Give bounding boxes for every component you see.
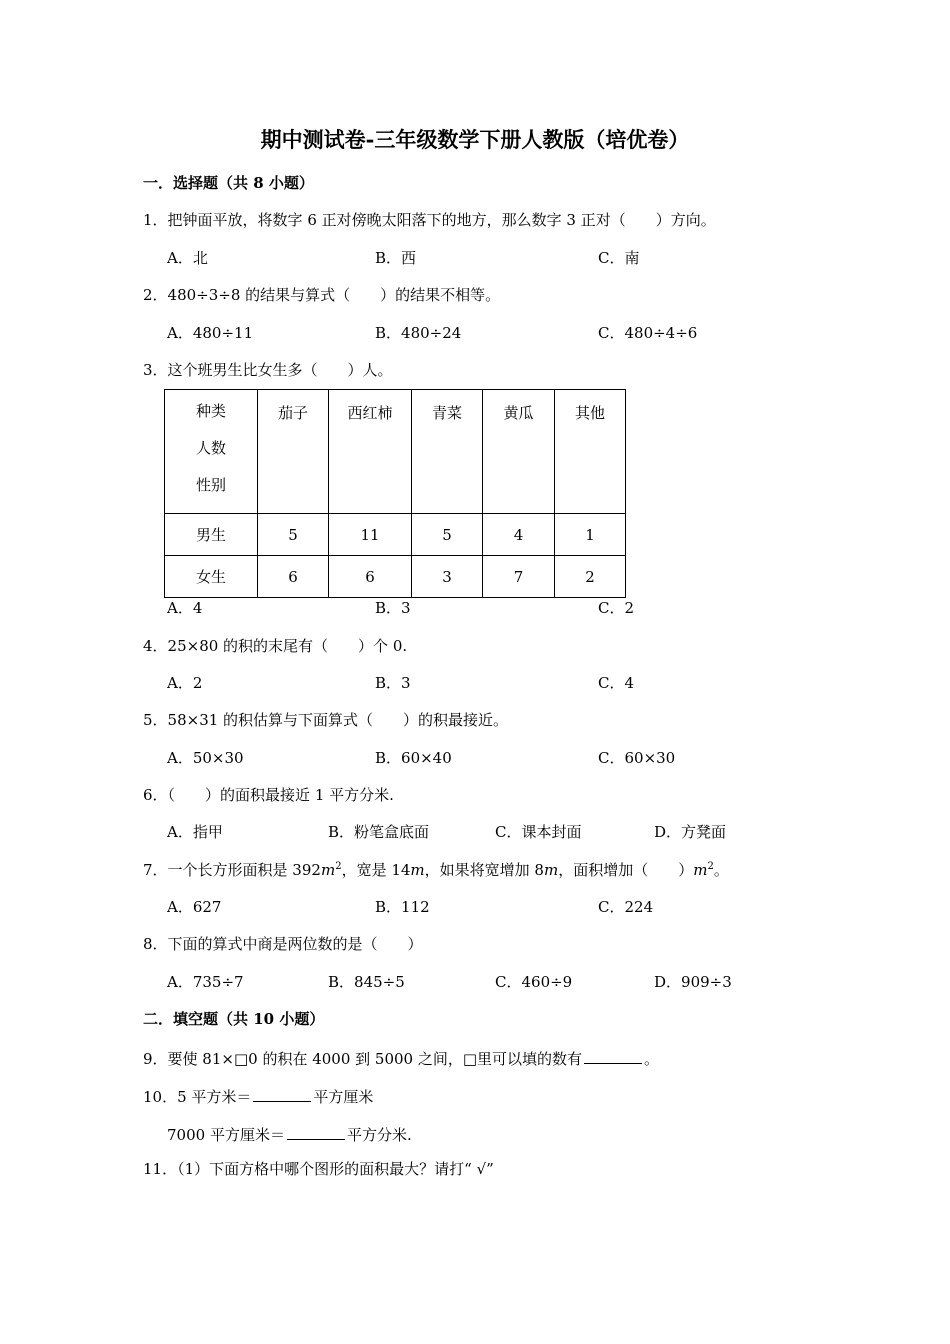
question-4-stem: 4．25×80 的积的末尾有（ ）个 0. xyxy=(143,637,408,655)
question-9-end: 。 xyxy=(644,1050,660,1068)
question-2-option-b[interactable]: B．480÷24 xyxy=(375,324,462,342)
table-row xyxy=(165,514,626,556)
answer-blank[interactable] xyxy=(253,1087,311,1102)
question-8-stem: 8．下面的算式中商是两位数的是（ ） xyxy=(143,935,423,953)
section-heading-fill-in: 二．填空题（共 10 小题） xyxy=(143,1010,325,1028)
answer-blank[interactable] xyxy=(584,1049,642,1064)
table-cell: 5 xyxy=(412,514,483,556)
table-cell: 1 xyxy=(555,514,626,556)
question-3-stem: 3．这个班男生比女生多（ ）人。 xyxy=(143,361,393,379)
row-label-girls: 女生 xyxy=(165,556,258,598)
question-2-stem: 2．480÷3÷8 的结果与算式（ ）的结果不相等。 xyxy=(143,286,501,304)
question-8-option-c[interactable]: C．460÷9 xyxy=(495,973,573,991)
question-7-stem-end: 。 xyxy=(713,861,729,879)
table-cell: 3 xyxy=(412,556,483,598)
question-5-option-a[interactable]: A．50×30 xyxy=(167,749,244,767)
question-4-option-c[interactable]: C．4 xyxy=(598,674,635,692)
table-header-cell: 黄瓜 xyxy=(483,390,555,514)
table-cell: 11 xyxy=(329,514,412,556)
vegetable-preference-table xyxy=(164,389,626,598)
question-4-option-b[interactable]: B．3 xyxy=(375,674,411,692)
corner-label-count: 人数 xyxy=(195,439,226,457)
question-6-option-a[interactable]: A．指甲 xyxy=(167,823,223,841)
superscript-two: 2 xyxy=(707,861,714,872)
table-header-cell: 西红柿 xyxy=(329,390,412,514)
question-8-option-a[interactable]: A．735÷7 xyxy=(167,973,244,991)
question-10-line-1 xyxy=(143,1087,373,1105)
table-row xyxy=(165,556,626,598)
question-6-option-c[interactable]: C．课本封面 xyxy=(495,823,582,841)
question-6-option-d[interactable]: D．方凳面 xyxy=(654,823,727,841)
page-title: 期中测试卷-三年级数学下册人教版（培优卷） xyxy=(260,127,690,152)
question-10-line-2-a: 7000 平方厘米＝ xyxy=(167,1126,285,1144)
table-header-cell: 其他 xyxy=(555,390,626,514)
question-5-option-b[interactable]: B．60×40 xyxy=(375,749,452,767)
question-7-stem xyxy=(143,862,729,878)
question-2-option-a[interactable]: A．480÷11 xyxy=(167,324,254,342)
table-cell: 2 xyxy=(555,556,626,598)
question-8-option-d[interactable]: D．909÷3 xyxy=(654,973,732,991)
question-4-option-a[interactable]: A．2 xyxy=(167,674,203,692)
question-1-option-a[interactable]: A．北 xyxy=(167,249,208,267)
question-1-stem: 1．把钟面平放，将数字 6 正对傍晚太阳落下的地方，那么数字 3 正对（ ）方向。 xyxy=(143,211,716,229)
question-7-option-c[interactable]: C．224 xyxy=(598,898,654,916)
superscript-two: 2 xyxy=(335,861,342,872)
table-header-cell: 茄子 xyxy=(258,390,329,514)
table-cell: 6 xyxy=(329,556,412,598)
question-7-option-b[interactable]: B．112 xyxy=(375,898,430,916)
question-10-line-1-b: 平方厘米 xyxy=(313,1088,374,1106)
corner-label-gender: 性别 xyxy=(195,476,226,494)
question-10-line-1-a: 10．5 平方米＝ xyxy=(143,1088,252,1106)
unit-meter: m xyxy=(320,861,336,879)
table-corner-cell xyxy=(165,390,258,514)
question-9-stem: 9．要使 81×□0 的积在 4000 到 5000 之间，□里可以填的数有 xyxy=(143,1050,583,1068)
unit-meter: m xyxy=(693,861,708,879)
table-cell: 5 xyxy=(258,514,329,556)
question-3-option-c[interactable]: C．2 xyxy=(598,599,635,617)
table-header-cell: 青菜 xyxy=(412,390,483,514)
question-7-stem-c: ，如果将宽增加 8 xyxy=(424,861,544,879)
row-label-boys: 男生 xyxy=(165,514,258,556)
question-7-option-a[interactable]: A．627 xyxy=(167,898,222,916)
question-11-stem: 11．（1）下面方格中哪个图形的面积最大？请打“ √” xyxy=(143,1160,494,1178)
table-cell: 4 xyxy=(483,514,555,556)
table-cell: 6 xyxy=(258,556,329,598)
question-3-option-a[interactable]: A．4 xyxy=(167,599,203,617)
section-heading-choice: 一．选择题（共 8 小题） xyxy=(143,174,314,192)
unit-meter: m xyxy=(410,861,425,879)
question-1-option-b[interactable]: B．西 xyxy=(375,249,417,267)
question-5-stem: 5．58×31 的积估算与下面算式（ ）的积最接近。 xyxy=(143,711,509,729)
corner-label-category: 种类 xyxy=(195,402,226,420)
answer-blank[interactable] xyxy=(287,1125,345,1140)
question-2-option-c[interactable]: C．480÷4÷6 xyxy=(598,324,698,342)
question-6-stem: 6．（ ）的面积最接近 1 平方分米. xyxy=(143,786,394,804)
table-cell: 7 xyxy=(483,556,555,598)
question-7-stem-d: ，面积增加（ ） xyxy=(558,861,694,879)
question-7-stem-a: 7．一个长方形面积是 392 xyxy=(143,861,321,879)
question-1-option-c[interactable]: C．南 xyxy=(598,249,640,267)
unit-meter: m xyxy=(543,861,559,879)
question-7-stem-b: ，宽是 14 xyxy=(341,861,411,879)
question-6-option-b[interactable]: B．粉笔盒底面 xyxy=(328,823,430,841)
question-10-line-2 xyxy=(167,1125,412,1143)
question-5-option-c[interactable]: C．60×30 xyxy=(598,749,676,767)
question-3-option-b[interactable]: B．3 xyxy=(375,599,411,617)
question-9 xyxy=(143,1049,659,1067)
question-10-line-2-b: 平方分米. xyxy=(346,1126,412,1144)
question-8-option-b[interactable]: B．845÷5 xyxy=(328,973,405,991)
